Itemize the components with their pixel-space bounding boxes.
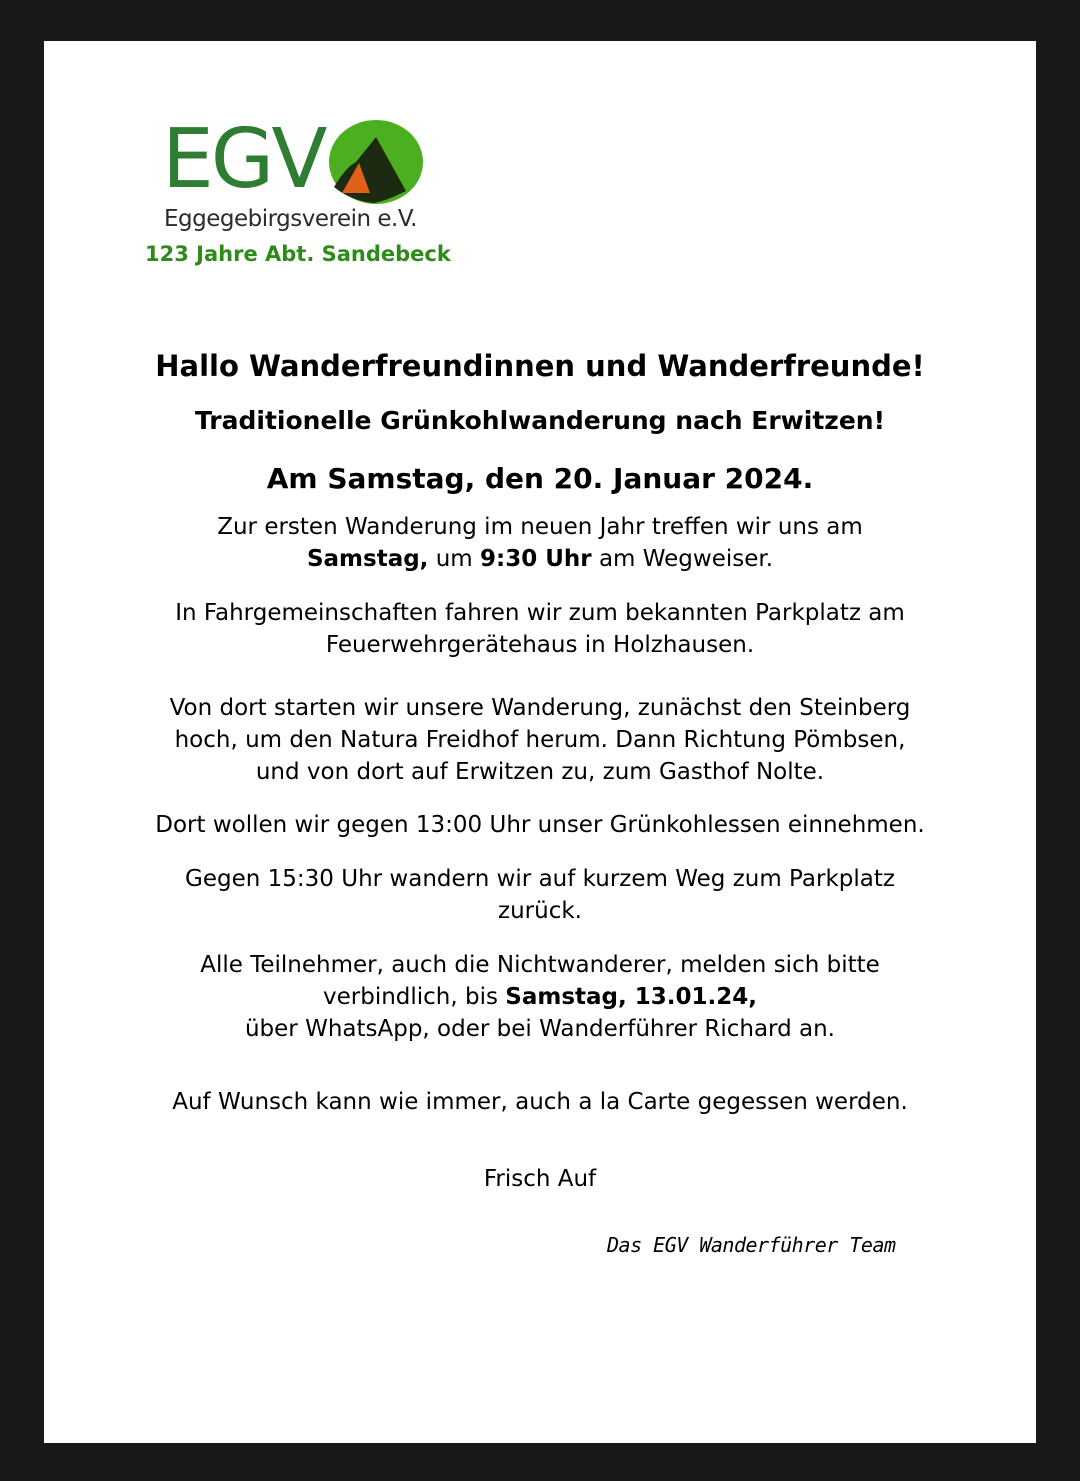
return-line2: zurück.: [498, 898, 582, 924]
meeting-day: Samstag,: [306, 546, 429, 572]
signup-line1: Alle Teilnehmer, auch die Nichtwanderer, melden sich bitte: [200, 952, 880, 978]
signup-line3: über WhatsApp, oder bei Wanderführer Richard an.: [244, 1016, 835, 1042]
carpool-paragraph: [44, 597, 1036, 661]
closing-greeting: Frisch Auf: [483, 1166, 597, 1192]
logo-subtitle: Eggegebirgsverein e.V.: [164, 206, 417, 232]
event-title: Traditionelle Grünkohlwanderung nach Erwitzen!: [194, 406, 885, 435]
carpool-line2: Feuerwehrgerätehaus in Holzhausen.: [325, 632, 755, 658]
meeting-mid: um: [428, 546, 481, 572]
meeting-time: 9:30 Uhr: [480, 546, 592, 572]
signup-paragraph: [44, 949, 1036, 1045]
route-paragraph: [44, 692, 1036, 788]
flyer-page: [44, 41, 1036, 1443]
return-line1: Gegen 15:30 Uhr wandern wir auf kurzem Weg zum Parkplatz: [185, 866, 895, 892]
flyer-content: [44, 341, 1036, 1195]
meeting-line1: Zur ersten Wanderung im neuen Jahr treffen wir uns am: [217, 514, 863, 540]
egv-logo: [162, 111, 432, 236]
lunch-paragraph: Dort wollen wir gegen 13:00 Uhr unser Grünkohlessen einnehmen.: [155, 812, 925, 838]
return-paragraph: [44, 863, 1036, 927]
logo-letters: EGV: [162, 112, 325, 207]
meeting-end: am Wegweiser.: [591, 546, 774, 572]
carpool-line1: In Fahrgemeinschaften fahren wir zum bekannten Parkplatz am: [175, 600, 905, 626]
route-line2: hoch, um den Natura Freidhof herum. Dann Richtung Pömbsen,: [174, 727, 906, 753]
mountain-emblem-icon: [326, 117, 424, 205]
alacarte-paragraph: Auf Wunsch kann wie immer, auch a la Carte gegessen werden.: [172, 1089, 908, 1115]
route-line3: und von dort auf Erwitzen zu, zum Gasthof Nolte.: [255, 759, 825, 785]
anniversary-text: 123 Jahre Abt. Sandebeck: [145, 242, 451, 266]
event-date: Am Samstag, den 20. Januar 2024.: [266, 462, 814, 495]
signup-deadline: Samstag, 13.01.24,: [505, 984, 757, 1010]
signature-team: Das EGV Wanderführer Team: [607, 1233, 896, 1257]
route-line1: Von dort starten wir unsere Wanderung, zunächst den Steinberg: [169, 695, 911, 721]
greeting-heading: Hallo Wanderfreundinnen und Wanderfreunde!: [155, 349, 925, 383]
meeting-paragraph: [44, 511, 1036, 575]
signup-line2: verbindlich, bis: [323, 984, 506, 1010]
